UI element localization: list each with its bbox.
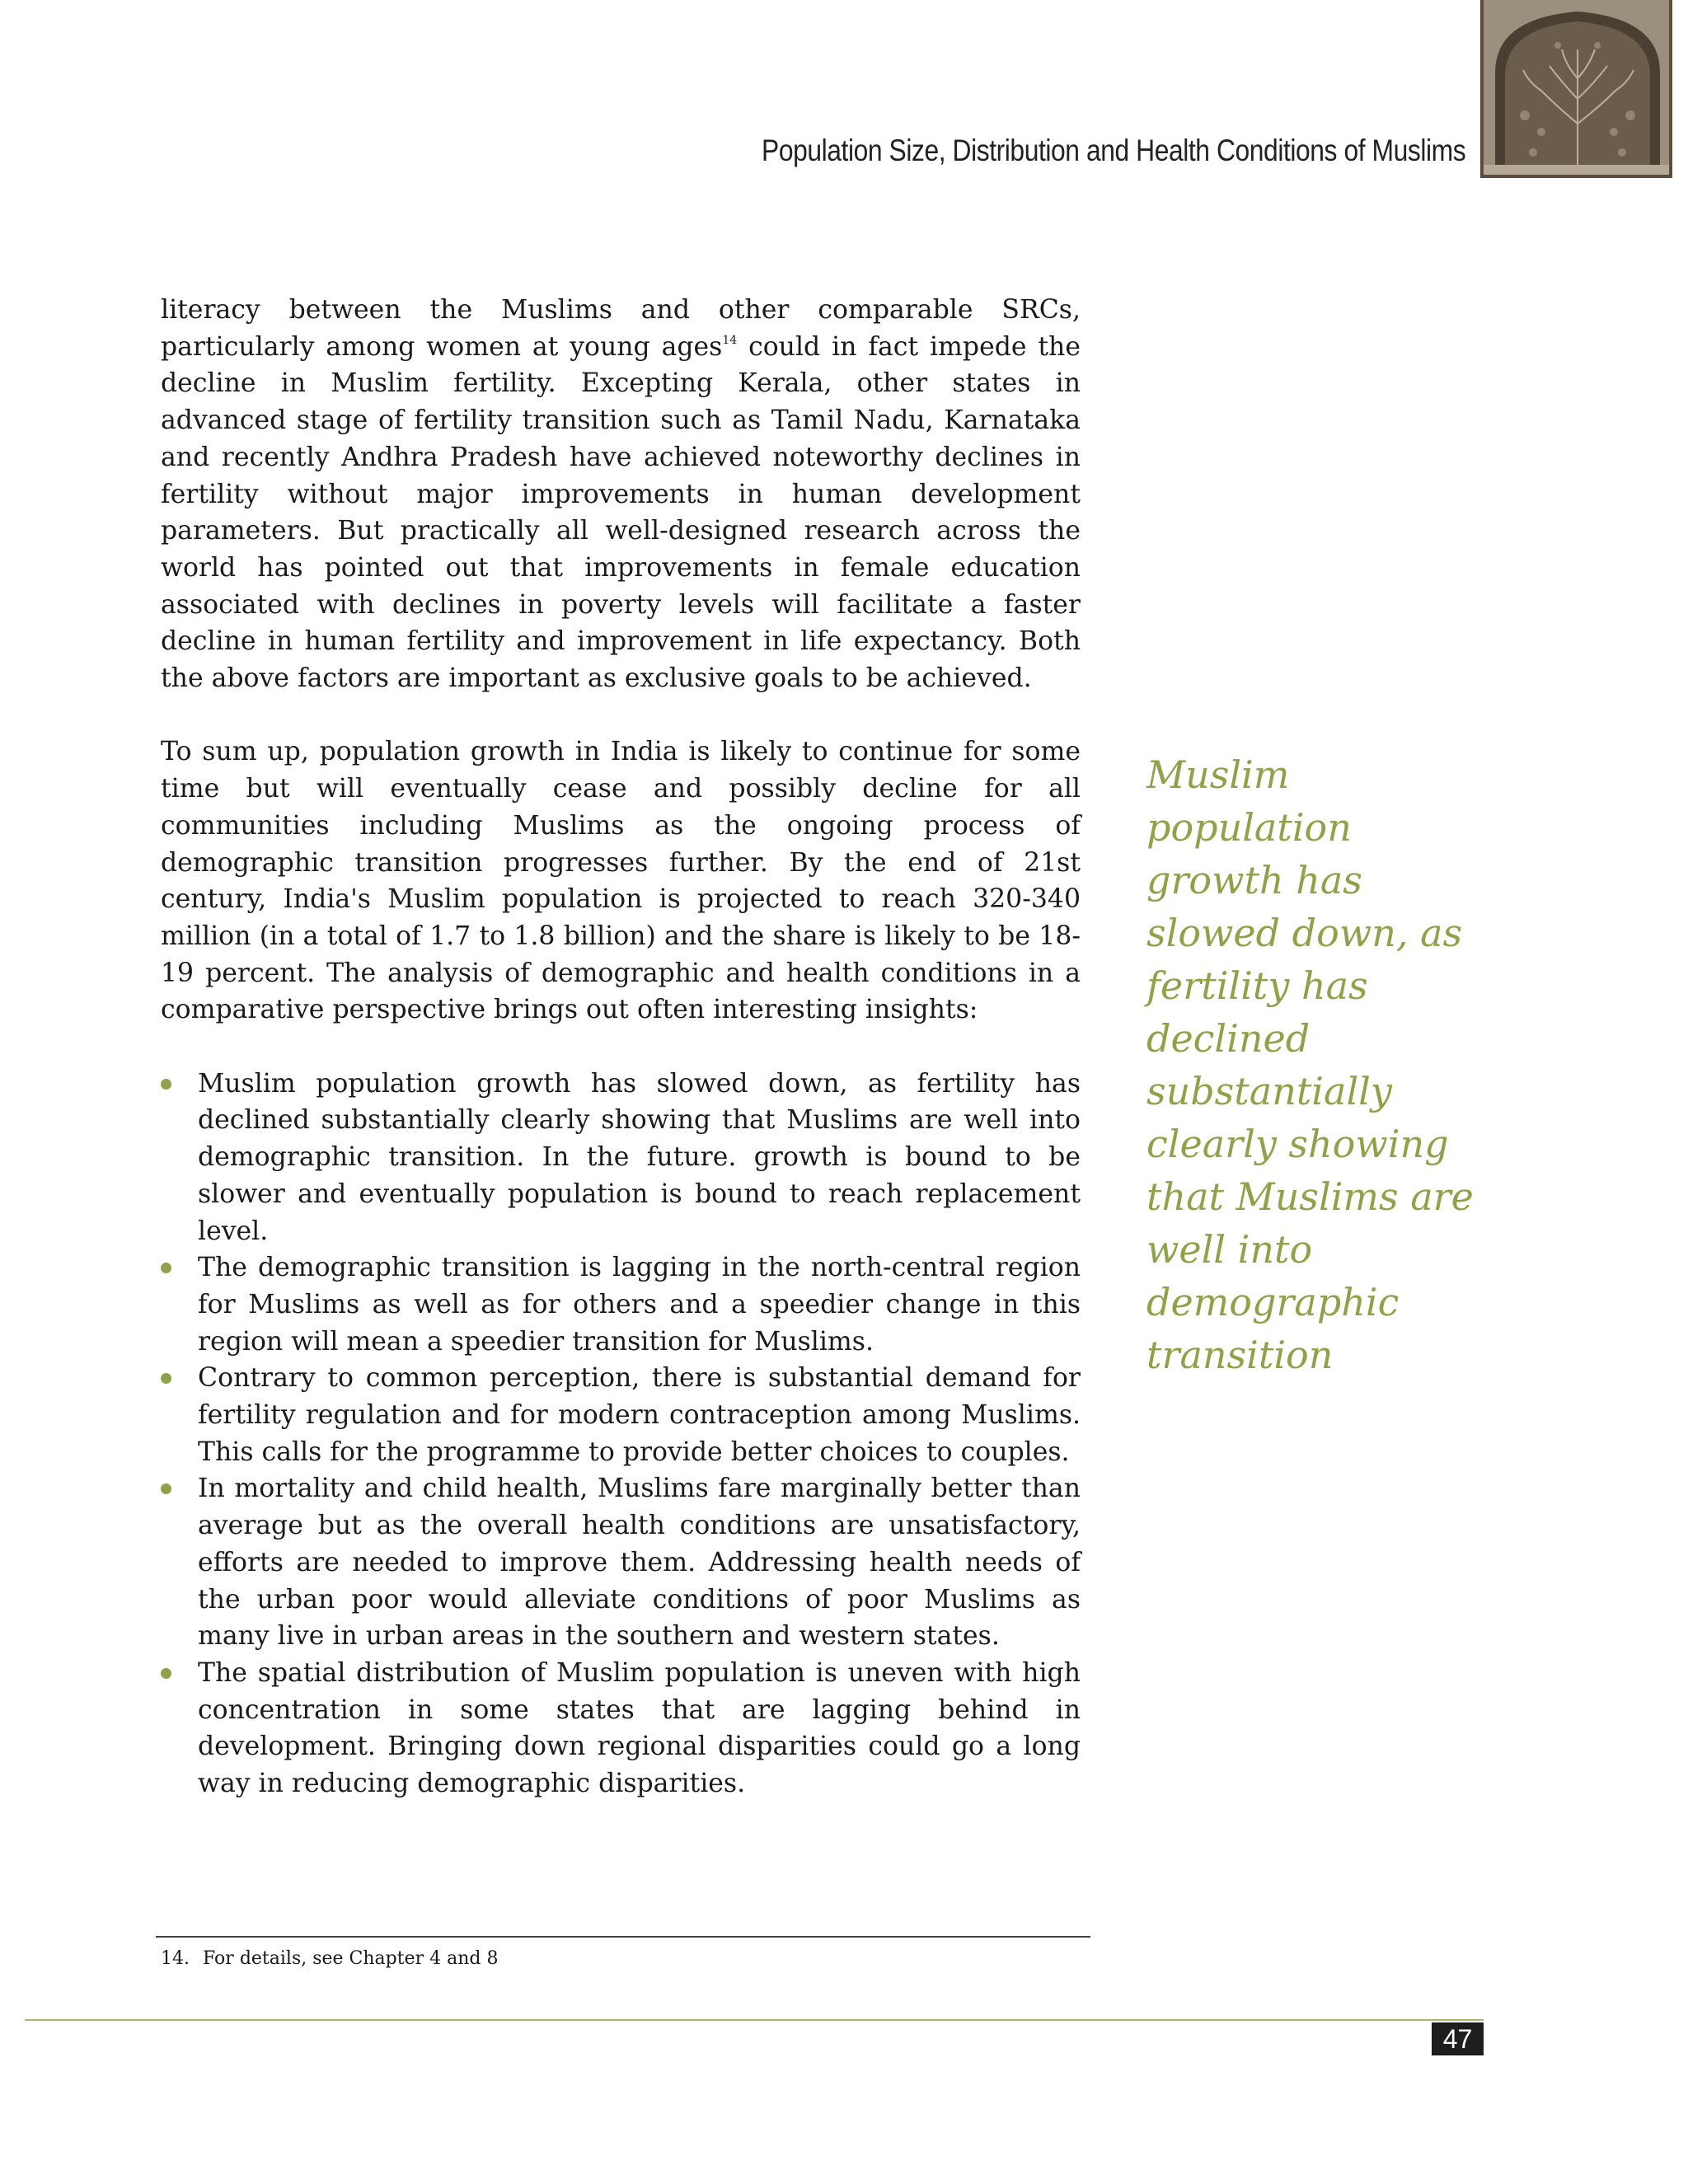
main-text: [161, 292, 1081, 1802]
header-photo-carved-window: [1480, 0, 1672, 178]
page-number: 47: [1432, 2022, 1484, 2055]
body-paragraph: To sum up, population growth in India is likely to continue for some time but will eventually cease and possibly decline for all communities including Muslims as the ongoing process of demographic transition progresses further. By the end of 21st century, India's Muslim population is projected to reach 320-340 million (in a total of 1.7 to 1.8 billion) and the share is likely to be 18-19 percent. The analysis of demographic and health conditions in a comparative perspective brings out often interesting insights:: [161, 737, 1081, 1025]
list-item: Contrary to common perception, there is substantial demand for fertility regulation and for modern contraception among Muslims. This calls for the programme to provide better choices to couples.: [161, 1360, 1081, 1470]
footnote-reference[interactable]: 14: [722, 333, 738, 347]
footnote: [161, 1947, 498, 1971]
bullet-icon: [161, 1373, 171, 1384]
list-item: In mortality and child health, Muslims fare marginally better than average but as the overall health conditions are unsatisfactory, efforts are needed to improve them. Addressing health needs of the urban poor would alleviate conditions of poor Muslims as many live in urban areas in the southern and western states.: [161, 1470, 1081, 1655]
pull-quote: Muslim population growth has slowed down, as fertility has declined substantially clearly showing that Muslims are well into demographic transition: [1146, 752, 1474, 1377]
bullet-icon: [161, 1263, 171, 1273]
list-item: The spatial distribution of Muslim population is uneven with high concentration in some states that are lagging behind in development. Bringing down regional disparities could go a long way in reducing demographic disparities.: [161, 1655, 1081, 1802]
footnote-number: 14.: [161, 1948, 190, 1969]
footnote-divider: [156, 1936, 1090, 1938]
list-item: The demographic transition is lagging in the north-central region for Muslims as well as for others and a speedier change in this region will mean a speedier transition for Muslims.: [161, 1249, 1081, 1360]
bullet-icon: [161, 1079, 171, 1090]
bullet-icon: [161, 1668, 171, 1679]
bullet-icon: [161, 1483, 171, 1494]
footer-divider: [25, 2019, 1484, 2021]
body-paragraph: literacy between the Muslims and other comparable SRCs, particularly among women at young ages$^{14}$ could in fact impede the decline in Muslim fertility. Excepting Kerala, other states in advanced stage of fertility transition such as Tamil Nadu, Karnataka and recently Andhra Pradesh have achieved noteworthy declines in fertility without major improvements in human development parameters. But practically all well-designed research across the world has pointed out that improvements in female education associated with declines in poverty levels will facilitate a faster decline in human fertility and improvement in life expectancy. Both the above factors are important as exclusive goals to be achieved.: [161, 295, 1081, 694]
insights-list: [161, 1066, 1081, 1802]
running-header: Population Size, Distribution and Health Conditions of Muslims: [761, 134, 1465, 167]
footnote-text: For details, see Chapter 4 and 8: [203, 1948, 499, 1969]
list-item: Muslim population growth has slowed down, as fertility has declined substantially clearly showing that Muslims are well into demographic transition. In the future. growth is bound to be slower and eventually population is bound to reach replacement level.: [161, 1066, 1081, 1250]
